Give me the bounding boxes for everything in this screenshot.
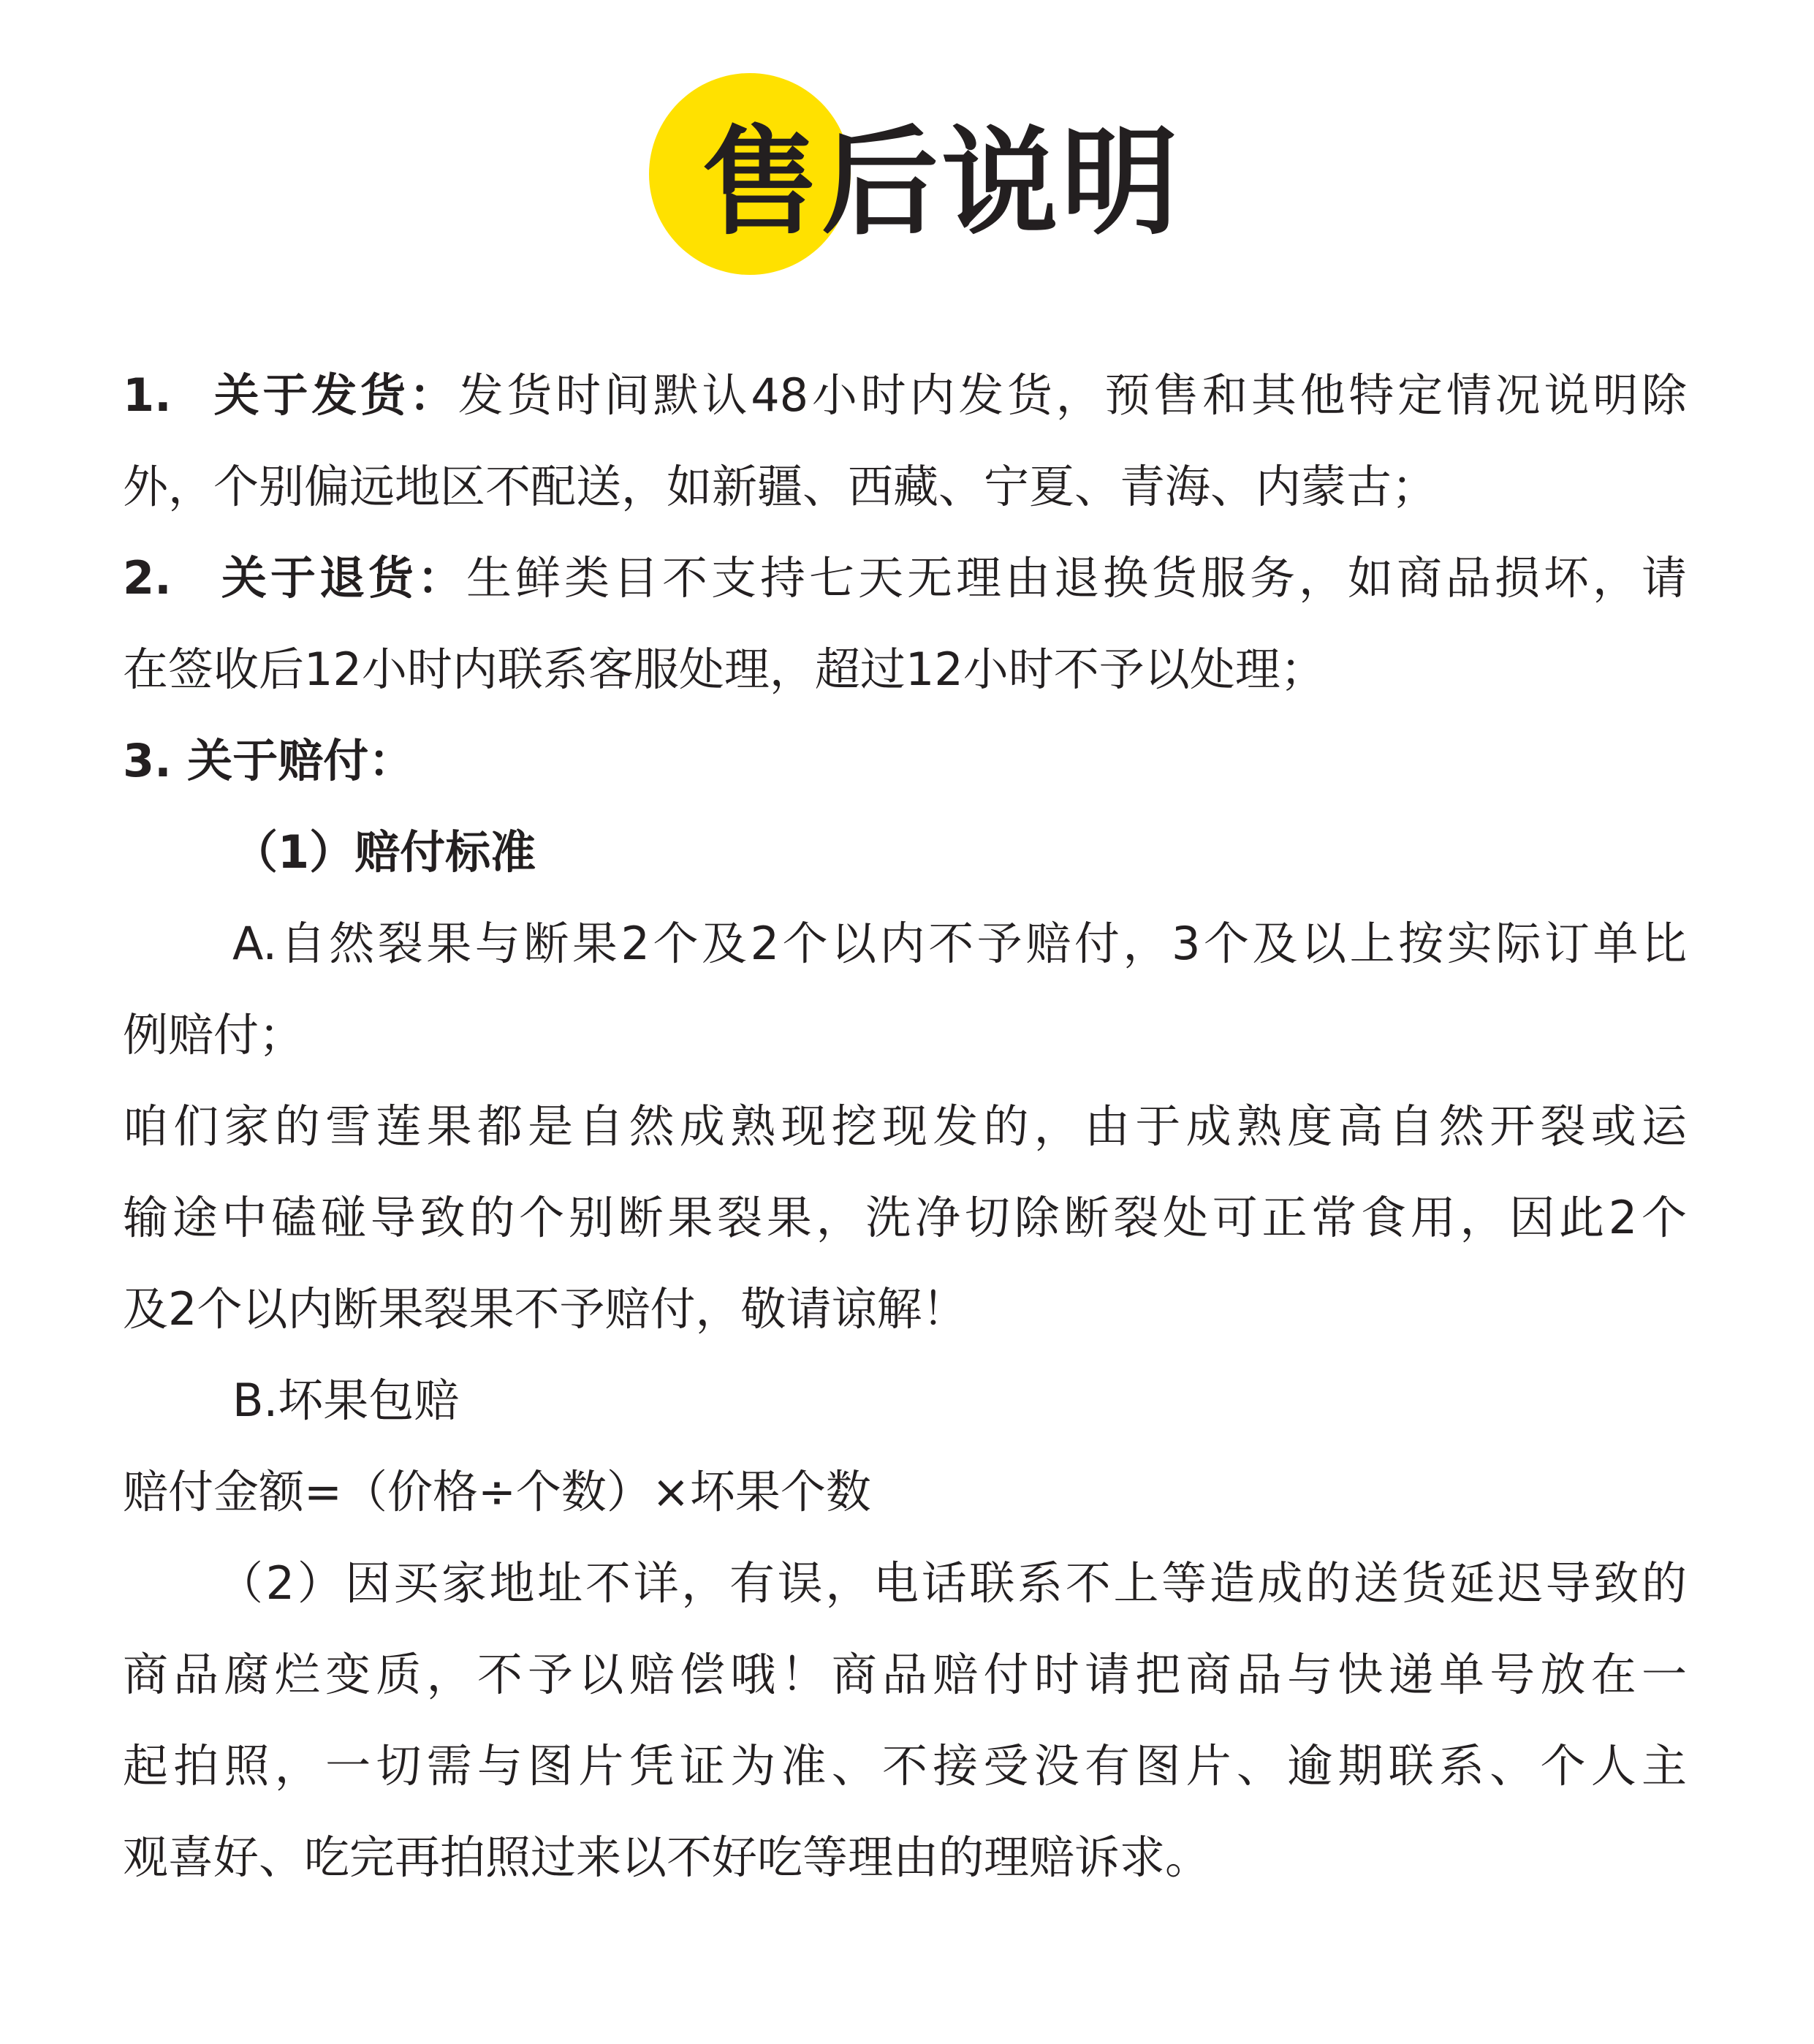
- item-1-text-1: 发货时间默认48小时内发货，预售和其他特定情况说明除: [458, 368, 1687, 422]
- section-3-a-line-1: [123, 898, 1687, 989]
- section-3-sub2-line-4: 观喜好、吃完再拍照过来以不好吃等理由的理赔诉求。: [123, 1831, 1211, 1884]
- section-3-sub2-text-1: （2）因买家地址不详，有误，电话联系不上等造成的送货延迟导致的: [218, 1556, 1687, 1610]
- section-3-sub2-line-2: [123, 1629, 1687, 1720]
- section-3-note-text-1: 咱们家的雪莲果都是自然成熟现挖现发的，由于成熟度高自然开裂或运: [123, 1099, 1687, 1153]
- item-2-number: 2.: [123, 551, 172, 605]
- title-area: [0, 0, 1814, 292]
- section-3-sub2-line-3: [123, 1720, 1687, 1812]
- title-highlight-char: 售: [702, 114, 822, 251]
- item-1-heading: 关于发货：: [210, 368, 458, 422]
- content-body: [123, 349, 1687, 1903]
- page-title: [702, 110, 1181, 256]
- item-1-number: 1.: [123, 368, 172, 422]
- section-3-b-line: B.坏果包赔: [232, 1374, 460, 1427]
- section-3-formula: 赔付金额=（价格÷个数）×坏果个数: [123, 1465, 871, 1518]
- item-1-line-1: [123, 349, 1687, 441]
- section-3-sub1-heading: （1）赔付标准: [232, 825, 536, 879]
- item-1-text-2: 外，个别偏远地区不配送，如新疆、西藏、宁夏、青海、内蒙古；: [123, 460, 1438, 513]
- title-rest: 后说明: [821, 114, 1182, 251]
- section-3-note-line-1: [123, 1080, 1687, 1172]
- section-3-a-text-1: A.自然裂果与断果2个及2个以内不予赔付，3个及以上按实际订单比: [232, 917, 1687, 970]
- section-3-sub2-text-3: 起拍照，一切需与图片凭证为准、不接受没有图片、逾期联系、个人主: [123, 1739, 1687, 1793]
- section-3-sub2-line-1: [123, 1537, 1687, 1629]
- section-3-note-line-3: 及2个以内断果裂果不予赔付，敬请谅解！: [123, 1282, 968, 1336]
- section-3-note-text-2: 输途中磕碰导致的个别断果裂果，洗净切除断裂处可正常食用，因此2个: [123, 1191, 1687, 1244]
- item-1-line-2: [123, 441, 1687, 532]
- item-2-line-2: [123, 624, 1687, 715]
- section-3-a-line-2: 例赔付；: [123, 1008, 305, 1061]
- item-2-text-1: 生鲜类目不支持七天无理由退换货服务，如商品损坏，请: [466, 551, 1687, 605]
- section-3-heading: 3. 关于赔付：: [123, 734, 414, 787]
- section-3-sub2-text-2: 商品腐烂变质，不予以赔偿哦！商品赔付时请把商品与快递单号放在一: [123, 1648, 1687, 1701]
- section-3-note-line-2: [123, 1172, 1687, 1263]
- item-2-line-1: [123, 532, 1687, 624]
- item-2-text-2: 在签收后12小时内联系客服处理，超过12小时不予以处理；: [123, 643, 1326, 696]
- item-2-heading: 关于退货：: [218, 551, 466, 605]
